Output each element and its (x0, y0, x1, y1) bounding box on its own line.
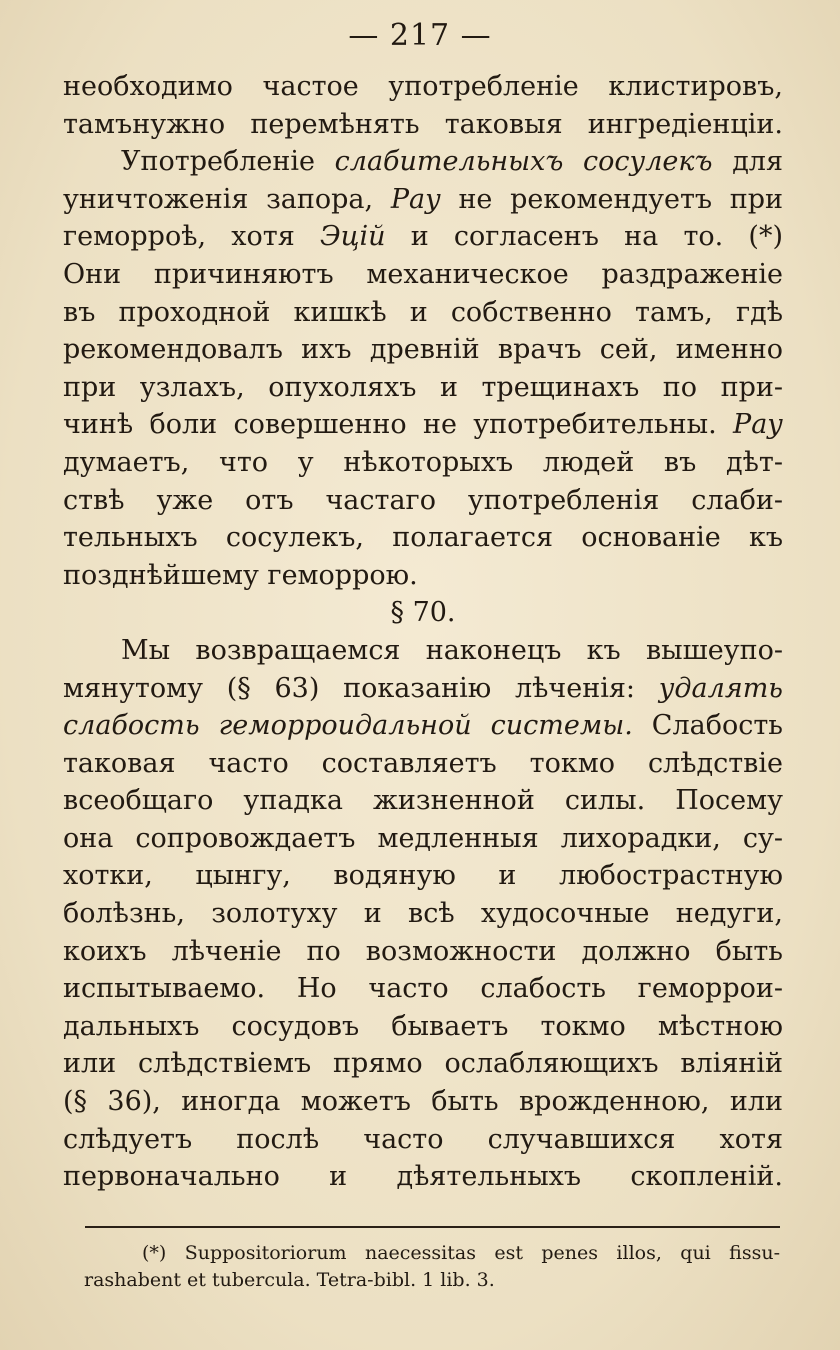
footnote-line: (*) Suppositoriorum naecessitas est penes illos, qui fissu- (142, 1242, 780, 1264)
text-line (63, 218, 783, 256)
text-line: первоначально и дѣятельныхъ скопленій. (63, 1161, 783, 1193)
text-line: или слѣдствіемъ прямо ослабляющихъ вліяній (63, 1048, 783, 1080)
text-line: Они причиняютъ механическое раздраженіе (63, 258, 783, 290)
text-line: рекомендовалъ ихъ древній врачъ сей, именно (63, 334, 783, 366)
italic-term: слабость геморроидальной системы. (63, 710, 633, 742)
italic-name: Эцій (319, 221, 386, 253)
text-segment: Слабость (651, 710, 783, 742)
text-line: необходимо частое употребленіе клистировъ, (63, 71, 783, 102)
italic-term: удалять (658, 672, 783, 704)
text-line: дальныхъ сосудовъ бываетъ токмо мѣстною (63, 1010, 783, 1042)
text-line (63, 707, 783, 745)
text-segment: чинѣ боли совершенно не употребительны. (63, 409, 717, 441)
text-segment: для (732, 146, 783, 178)
text-segment: и согласенъ на то. (*) (410, 221, 784, 253)
text-segment: не рекомендуетъ при (458, 183, 784, 215)
text-line: тамънужно перемѣнять таковыя ингредіенціи. (63, 108, 783, 140)
footnote (84, 1240, 780, 1294)
text-line: позднѣйшему геморрою. (63, 559, 418, 591)
section-heading: § 70. (390, 597, 456, 629)
text-line: думаетъ, что у нѣкоторыхъ людей въ дѣт- (63, 446, 783, 478)
text-line: тельныхъ сосулекъ, полагается основаніе къ (63, 522, 783, 554)
text-segment: мянутому (§ 63) показанію лѣченія: (63, 672, 636, 704)
text-line (63, 181, 783, 219)
italic-name: Рау (390, 183, 441, 215)
text-line: въ проходной кишкѣ и собственно тамъ, гдѣ (63, 296, 783, 328)
text-line (63, 143, 783, 181)
text-line: таковая часто составляетъ токмо слѣдствіе (63, 747, 783, 779)
text-line: она сопровождаетъ медленныя лихорадки, су- (63, 822, 783, 854)
footnote-divider (85, 1226, 780, 1228)
italic-term: слабительныхъ сосулекъ (334, 146, 713, 178)
text-line: испытываемо. Но часто слабость геморрои- (63, 973, 783, 1005)
main-text (63, 68, 783, 1196)
text-segment: геморроѣ, хотя (63, 221, 295, 253)
text-line (63, 406, 783, 444)
footnote-line: rashabent et tubercula. Tetra-bibl. 1 lib. 3. (84, 1269, 495, 1291)
text-segment: Употребленіе (121, 146, 315, 178)
text-segment: уничтоженія запора, (63, 183, 374, 215)
page-number: — 217 — (348, 18, 492, 53)
text-line: (§ 36), иногда можетъ быть врожденною, или (63, 1086, 783, 1118)
text-line (63, 670, 783, 708)
text-line: при узлахъ, опухоляхъ и трещинахъ по при- (63, 371, 783, 403)
text-line: ствѣ уже отъ частаго употребленія слаби- (63, 484, 783, 516)
text-line: слѣдуетъ послѣ часто случавшихся хотя (63, 1123, 783, 1155)
italic-name: Рау (733, 409, 783, 441)
text-line: болѣзнь, золотуху и всѣ худосочные недуги, (63, 898, 783, 930)
text-line: Мы возвращаемся наконецъ къ вышеупо- (121, 634, 783, 666)
text-line: хотки, цынгу, водяную и любострастную (63, 860, 783, 892)
text-line: коихъ лѣченіе по возможности должно быть (63, 935, 783, 967)
text-line: всеобщаго упадка жизненной силы. Посему (63, 785, 783, 817)
